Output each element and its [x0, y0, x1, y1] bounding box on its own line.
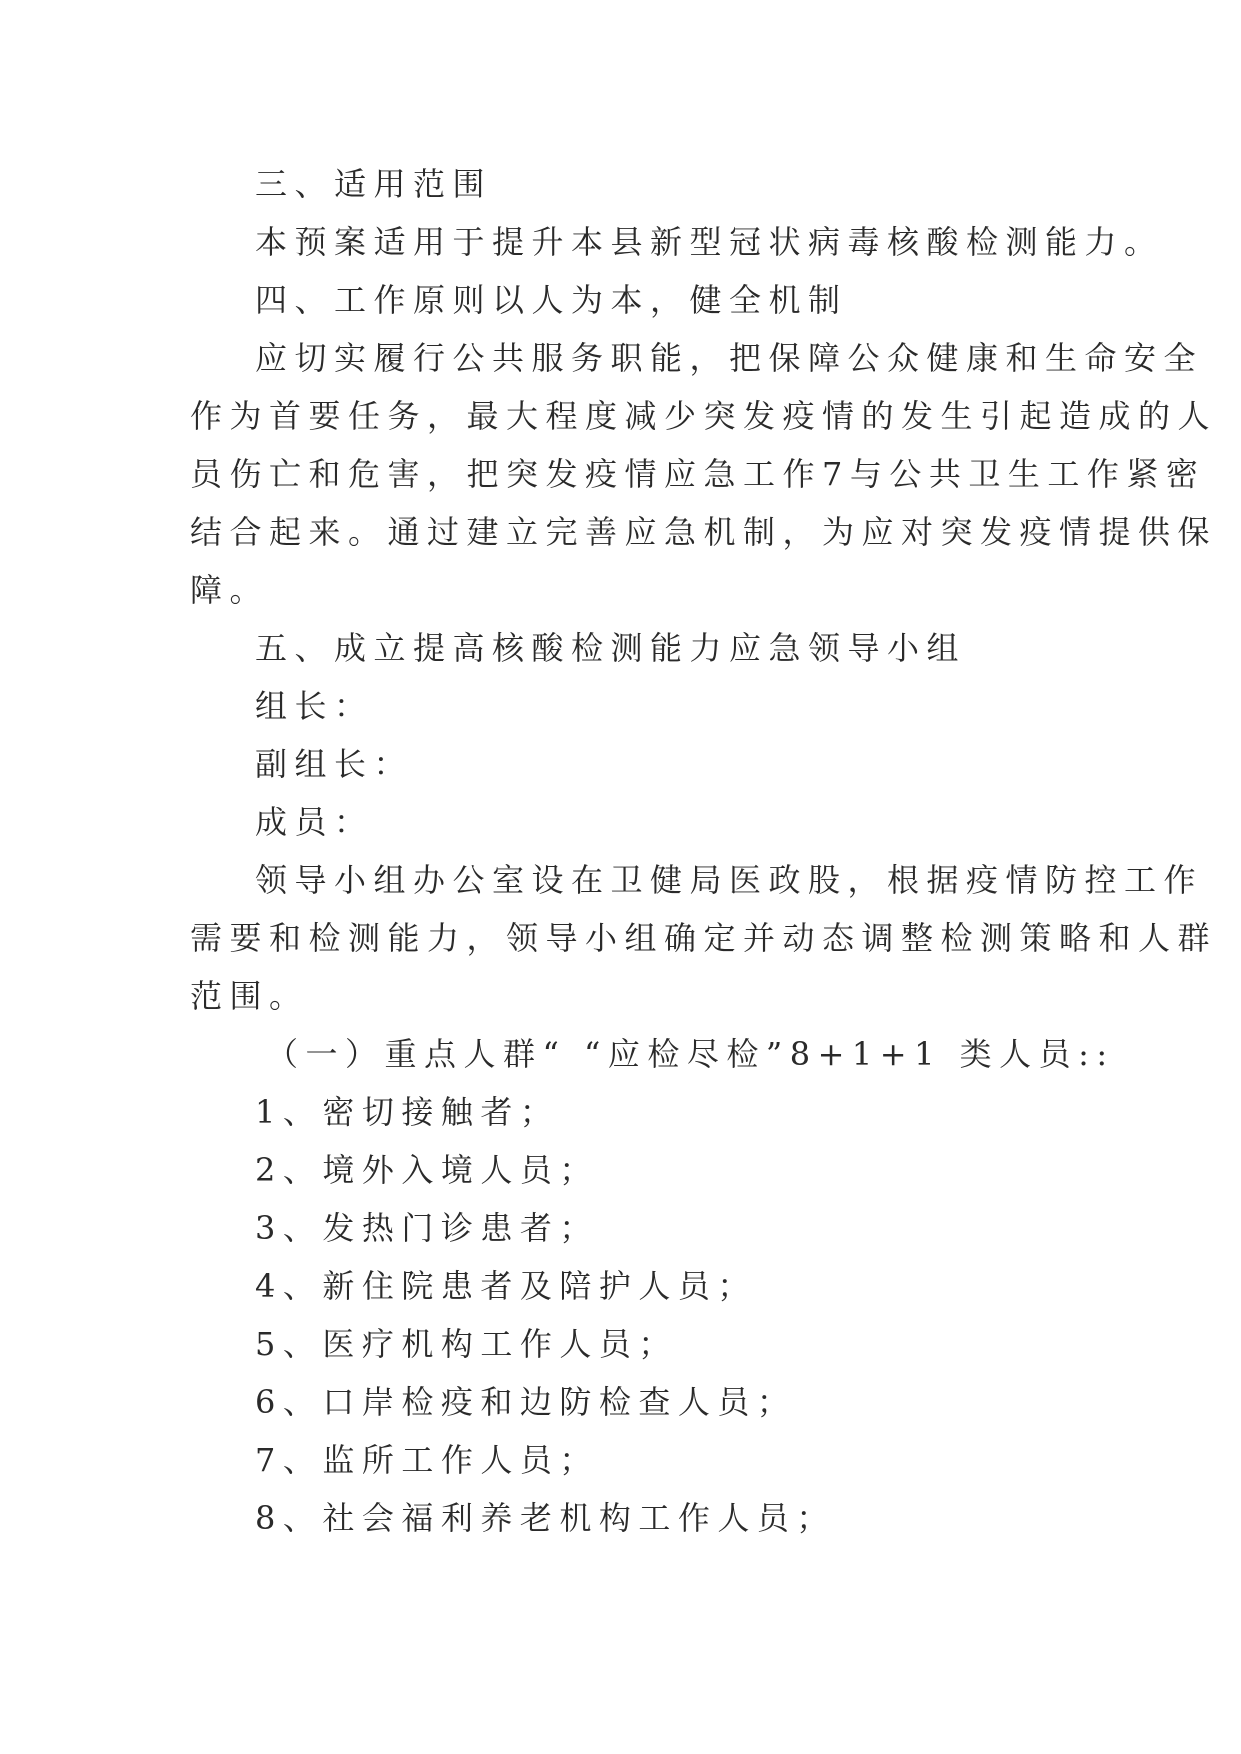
paragraph-office-line-1: 领导小组办公室设在卫健局医政股，根据疫情防控工作: [255, 861, 1204, 899]
section-heading-principles: 四、工作原则以人为本，健全机制: [255, 281, 848, 319]
paragraph-principles-line-1: 应切实履行公共服务职能，把保障公众健康和生命安全: [255, 339, 1204, 377]
list-item-7: 7、监所工作人员；: [255, 1441, 599, 1479]
subsection-heading-key-groups: （一）重点人群“ “应检尽检”8+1+1 类人员::: [266, 1035, 1115, 1073]
list-item-6: 6、口岸检疫和边防检查人员；: [255, 1383, 797, 1421]
section-heading-leading-group: 五、成立提高核酸检测能力应急领导小组: [255, 629, 967, 667]
paragraph-principles-line-4: 结合起来。通过建立完善应急机制，为应对突发疫情提供保: [190, 513, 1218, 551]
list-item-8: 8、社会福利养老机构工作人员；: [255, 1499, 836, 1537]
paragraph-principles-line-2: 作为首要任务，最大程度减少突发疫情的发生引起造成的人: [190, 397, 1218, 435]
paragraph-office-line-3: 范围。: [190, 977, 309, 1015]
label-group-leader: 组长：: [255, 687, 374, 725]
paragraph-office-line-2: 需要和检测能力，领导小组确定并动态调整检测策略和人群: [190, 919, 1218, 957]
label-members: 成员：: [255, 803, 374, 841]
section-heading-scope: 三、适用范围: [255, 165, 493, 203]
list-item-5: 5、医疗机构工作人员；: [255, 1325, 678, 1363]
paragraph-principles-line-5: 障。: [190, 571, 270, 609]
paragraph-scope: 本预案适用于提升本县新型冠状病毒核酸检测能力。: [255, 223, 1164, 261]
list-item-1: 1、密切接触者；: [255, 1093, 560, 1131]
list-item-2: 2、境外入境人员；: [255, 1151, 599, 1189]
list-item-4: 4、新住院患者及陪护人员；: [255, 1267, 757, 1305]
paragraph-principles-line-3: 员伤亡和危害，把突发疫情应急工作7与公共卫生工作紧密: [190, 455, 1206, 493]
list-item-3: 3、发热门诊患者；: [255, 1209, 599, 1247]
label-deputy-group-leader: 副组长：: [255, 745, 414, 783]
